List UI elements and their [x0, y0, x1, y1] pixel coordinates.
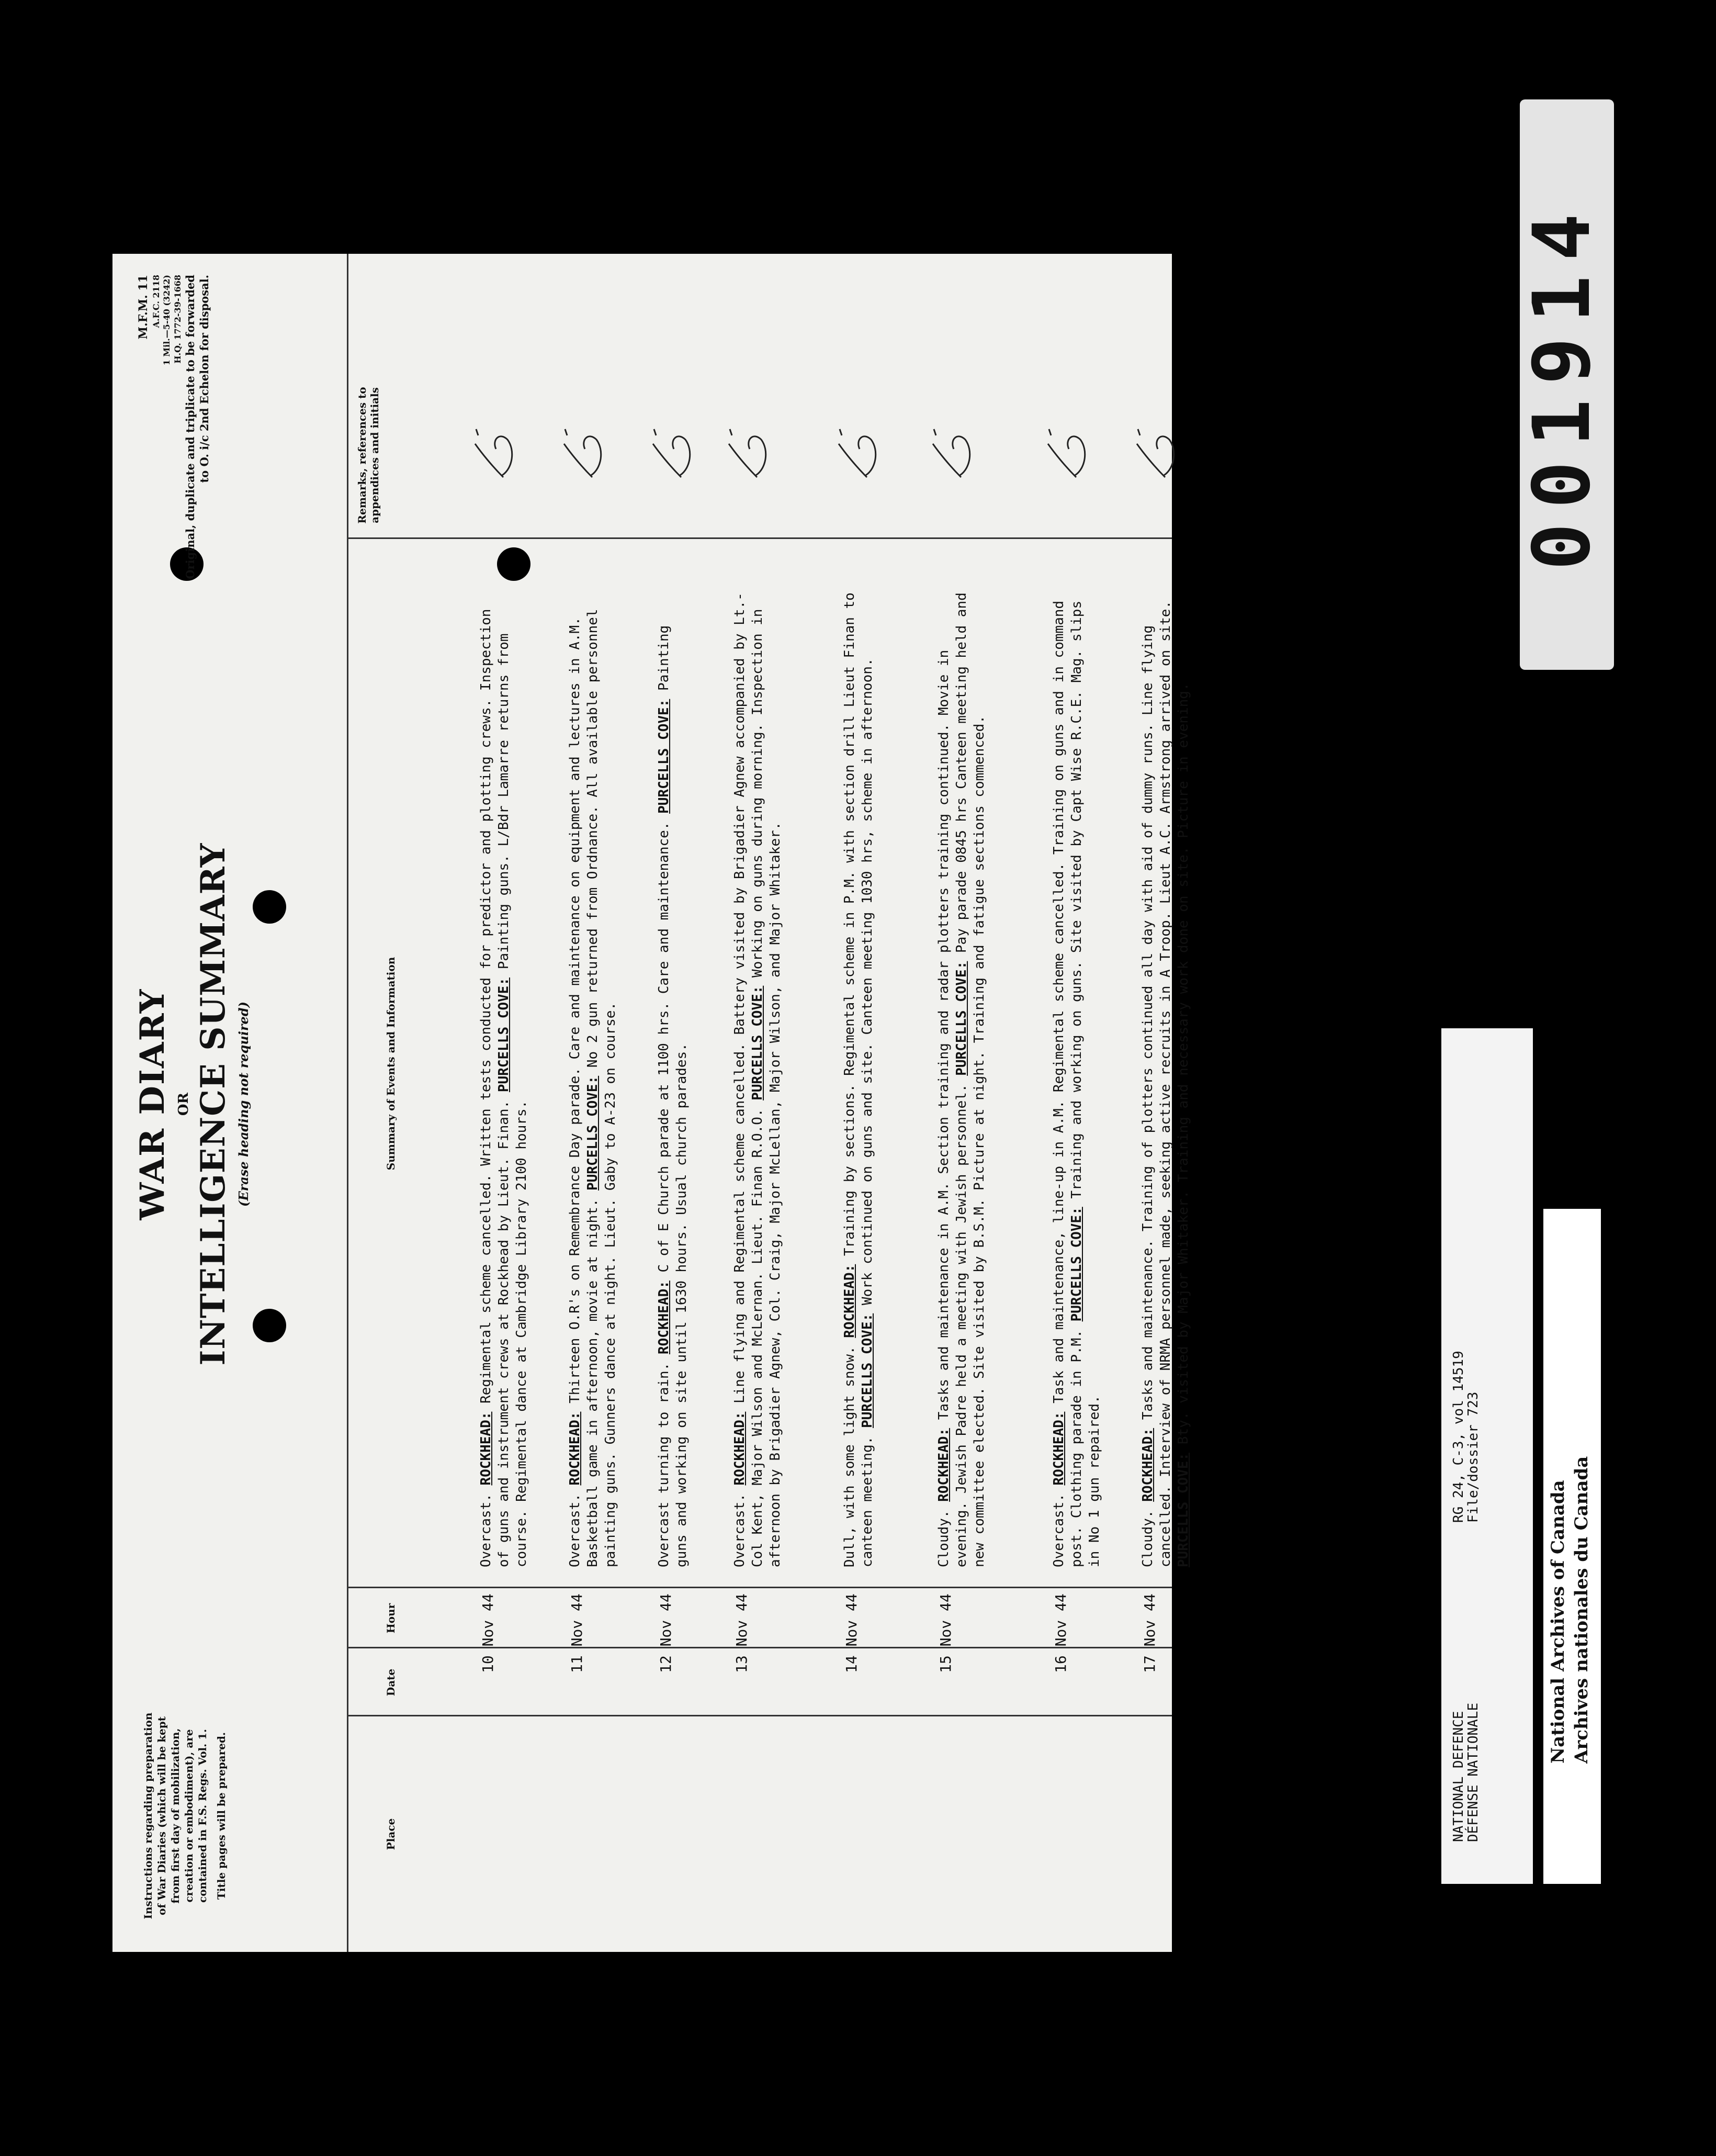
file-dossier-reference: File/dossier 723 — [1465, 1391, 1481, 1523]
instructions-text: Instructions regarding preparation of War Diaries (which will be kept from first day of mobilization, creation or embodiment), are contained in F.S. Regs. Vol. 1. — [142, 1712, 209, 1919]
entry-purcells-cove-text: Training and working on guns. Site visited by Capt Wise R.C.E. Mag. slips in No 1 gun repaired. — [1068, 600, 1102, 1567]
entry-weather: Cloudy. — [936, 1510, 952, 1567]
entry-location-rockhead: ROCKHEAD: — [732, 1411, 748, 1486]
form-code: 1 Mil.—5-40 (3242) — [162, 275, 172, 366]
title-intelligence-summary: INTELLIGENCE SUMMARY — [194, 843, 233, 1366]
entry-text — [478, 589, 530, 1567]
initials-signature — [929, 424, 976, 481]
column-header-hour: Hour — [385, 1603, 397, 1634]
entry-purcells-cove-text: Working on guns during morning. Inspection in afternoon by Brigadier Agnew, Col. Craig, Major McLellan, Major Wilson, and Major Whitaker. — [749, 609, 783, 1567]
entry-purcells-cove-text: Bty. visited by Major Whitaker. Training and necessary work done on site. Picture in evening. — [1175, 682, 1191, 1445]
initials-signature — [1133, 424, 1180, 481]
initials-signature — [560, 424, 607, 481]
entry-weather: Overcast. — [567, 1494, 583, 1567]
column-header-summary: Summary of Events and Information — [385, 957, 397, 1171]
entry-date: 10 Nov 44 — [479, 1593, 496, 1673]
entry-location-purcells-cove: PURCELLS COVE: — [495, 977, 512, 1093]
entry-rockhead-text: Tasks and maintenance. Training of plotters continued all day with aid of dummy runs. Line flying cancelled. Interview of NRMA personnel made, seeking active recruits in A Troop. Lieut A.C. Armstrong arrived on site. — [1140, 600, 1173, 1567]
entry-location-purcells-cove: PURCELLS COVE: — [1175, 1452, 1191, 1567]
form-code-block — [136, 275, 184, 505]
title-or: OR — [176, 1092, 191, 1116]
form-code: A.F.C. 2118 — [151, 275, 161, 328]
archives-label-content — [1441, 1028, 1601, 1884]
title-pages-note: Title pages will be prepared. — [215, 1732, 228, 1900]
column-header-place: Place — [385, 1818, 397, 1850]
entry-weather: Overcast turning to rain. — [656, 1362, 672, 1567]
frame-number-digits — [1517, 99, 1614, 670]
entry-date: 12 Nov 44 — [657, 1593, 674, 1673]
war-diary-page — [112, 254, 1191, 1952]
entry-text — [567, 589, 619, 1567]
form-title — [133, 780, 251, 1429]
diary-entry — [1135, 254, 1248, 1952]
entry-location-rockhead: ROCKHEAD: — [936, 1428, 952, 1502]
entry-weather: Cloudy. — [1140, 1510, 1156, 1567]
initials-signature — [725, 424, 772, 481]
archives-name-en: National Archives of Canada — [1548, 1480, 1568, 1764]
entry-purcells-cove-text: Work continued on guns and site. Canteen meeting 1030 hrs, scheme in afternoon. — [859, 658, 875, 1306]
entry-weather: Overcast. — [1051, 1494, 1067, 1567]
entry-location-purcells-cove: PURCELLS COVE: — [1068, 1207, 1085, 1322]
entry-rockhead-text: Tasks and maintenance in A.M. Section training and radar plotters training continued. Movie in evening. Jewish Padre held a meeting with Jewish personnel. — [936, 649, 969, 1567]
entry-text — [841, 589, 877, 1567]
war-diary-sheet — [112, 254, 1191, 1952]
header-rule — [347, 254, 348, 1952]
entry-date: 11 Nov 44 — [568, 1593, 585, 1673]
entry-text — [935, 589, 988, 1567]
entry-location-purcells-cove: PURCELLS COVE: — [656, 699, 672, 814]
title-note: (Erase heading not required) — [236, 1002, 251, 1207]
form-code: H.Q. 1772-39-1668 — [173, 275, 183, 364]
record-group-reference: RG 24, C-3, vol 14519 — [1451, 1351, 1466, 1523]
entry-location-purcells-cove: PURCELLS COVE: — [859, 1313, 875, 1428]
entry-purcells-cove-text: Pay parade 0845 hrs Canteen meeting held and new committee elected. Site visited by B.S.M. Picture at night. Training and fatigue sections commenced. — [953, 592, 987, 1567]
national-defence-fr: DÉFENSE NATIONALE — [1465, 1702, 1481, 1842]
entry-location-rockhead: ROCKHEAD: — [656, 1281, 672, 1354]
entry-location-rockhead: ROCKHEAD: — [842, 1264, 857, 1338]
entry-purcells-cove-text: Painting guns and working on site until 1630 hours. Usual church parades. — [656, 625, 690, 1567]
entry-weather: Overcast. — [478, 1494, 494, 1567]
entry-location-rockhead: ROCKHEAD: — [1051, 1411, 1067, 1486]
entry-location-purcells-cove: PURCELLS COVE: — [584, 1075, 601, 1191]
entry-weather: Overcast. — [732, 1494, 748, 1567]
entry-purcells-cove-text: Painting guns. L/Bdr Lamarre returns from course. Regimental dance at Cambridge Library 2100 hours. — [495, 633, 529, 1567]
entry-text — [1051, 589, 1103, 1567]
archives-reference-label — [1441, 1028, 1601, 1884]
diary-entry — [727, 254, 840, 1952]
entry-location-purcells-cove: PURCELLS COVE: — [953, 961, 969, 1076]
national-defence-en: NATIONAL DEFENCE — [1451, 1711, 1466, 1842]
forwarding-note — [183, 275, 212, 620]
entry-rockhead-text: Regimental scheme cancelled. Written tests conducted for predictor and plotting crews. Inspection of guns and instrument crews at Rockhead by Lieut. Finan. — [478, 609, 512, 1567]
punch-hole — [253, 890, 286, 924]
initials-signature — [834, 424, 882, 481]
frame-number-stamp — [1517, 99, 1614, 670]
diary-entry — [931, 254, 1044, 1952]
entry-rockhead-text: Task and maintenance, line-up in A.M. Regimental scheme cancelled. Training on guns and in command post. Clothing parade in P.M. — [1051, 600, 1085, 1567]
initials-signature — [471, 424, 518, 481]
frame-number: 001914 — [1517, 199, 1608, 570]
initials-signature — [1044, 424, 1091, 481]
column-header-remarks: Remarks, references to appendices and initials — [356, 387, 381, 524]
entry-rockhead-text: C of E Church parade at 1100 hrs. Care and maintenance. — [656, 822, 672, 1273]
initials-signature — [649, 424, 696, 481]
entry-location-rockhead: ROCKHEAD: — [567, 1411, 583, 1486]
entry-rockhead-text: Training by sections. Regimental scheme in P.M. with section drill Lieut Finan to canteen meeting. — [842, 592, 875, 1567]
entry-weather: Dull, with some light snow. — [842, 1346, 857, 1567]
entry-date: 15 Nov 44 — [937, 1593, 954, 1673]
entry-purcells-cove-text: No 2 gun returned from Ordnance. All available personnel painting guns. Gunners dance at night. Lieut. Gaby to A-23 on course. — [584, 609, 618, 1567]
archives-name-fr: Archives nationales du Canada — [1571, 1456, 1592, 1764]
forwarding-note-line: to O. i/c 2nd Echelon for disposal. — [198, 275, 211, 483]
entry-date: 13 Nov 44 — [733, 1593, 750, 1673]
entry-text — [731, 589, 784, 1567]
entry-date: 17 Nov 44 — [1141, 1593, 1158, 1673]
entry-rockhead-text: Thirteen O.R's on Remembrance Day parade. Care and maintenance on equipment and lectures in A.M. Basketball game in afternoon, movie at night. — [567, 617, 601, 1567]
column-header-date: Date — [385, 1668, 397, 1697]
instructions-block — [141, 1709, 228, 1923]
entry-date: 14 Nov 44 — [843, 1593, 860, 1673]
entry-location-purcells-cove: PURCELLS COVE: — [749, 985, 765, 1101]
title-war-diary: WAR DIARY — [133, 988, 172, 1220]
entry-location-rockhead: ROCKHEAD: — [1140, 1428, 1156, 1502]
entry-date: 16 Nov 44 — [1052, 1593, 1069, 1673]
entry-text — [1139, 589, 1192, 1567]
form-code: M.F.M. 11 — [137, 275, 150, 340]
entry-location-rockhead: ROCKHEAD: — [478, 1411, 494, 1486]
forwarding-note-line: Original, duplicate and triplicate to be forwarded — [184, 275, 197, 579]
entry-text — [656, 589, 691, 1567]
punch-hole — [253, 1309, 286, 1342]
entry-rockhead-text: Line flying and Regimental scheme cancelled. Battery visited by Brigadier Agnew accompanied by Lt.-Col Kent, Major Wilson and McLernan. Lieut. Finan R.O.O. — [732, 592, 765, 1567]
